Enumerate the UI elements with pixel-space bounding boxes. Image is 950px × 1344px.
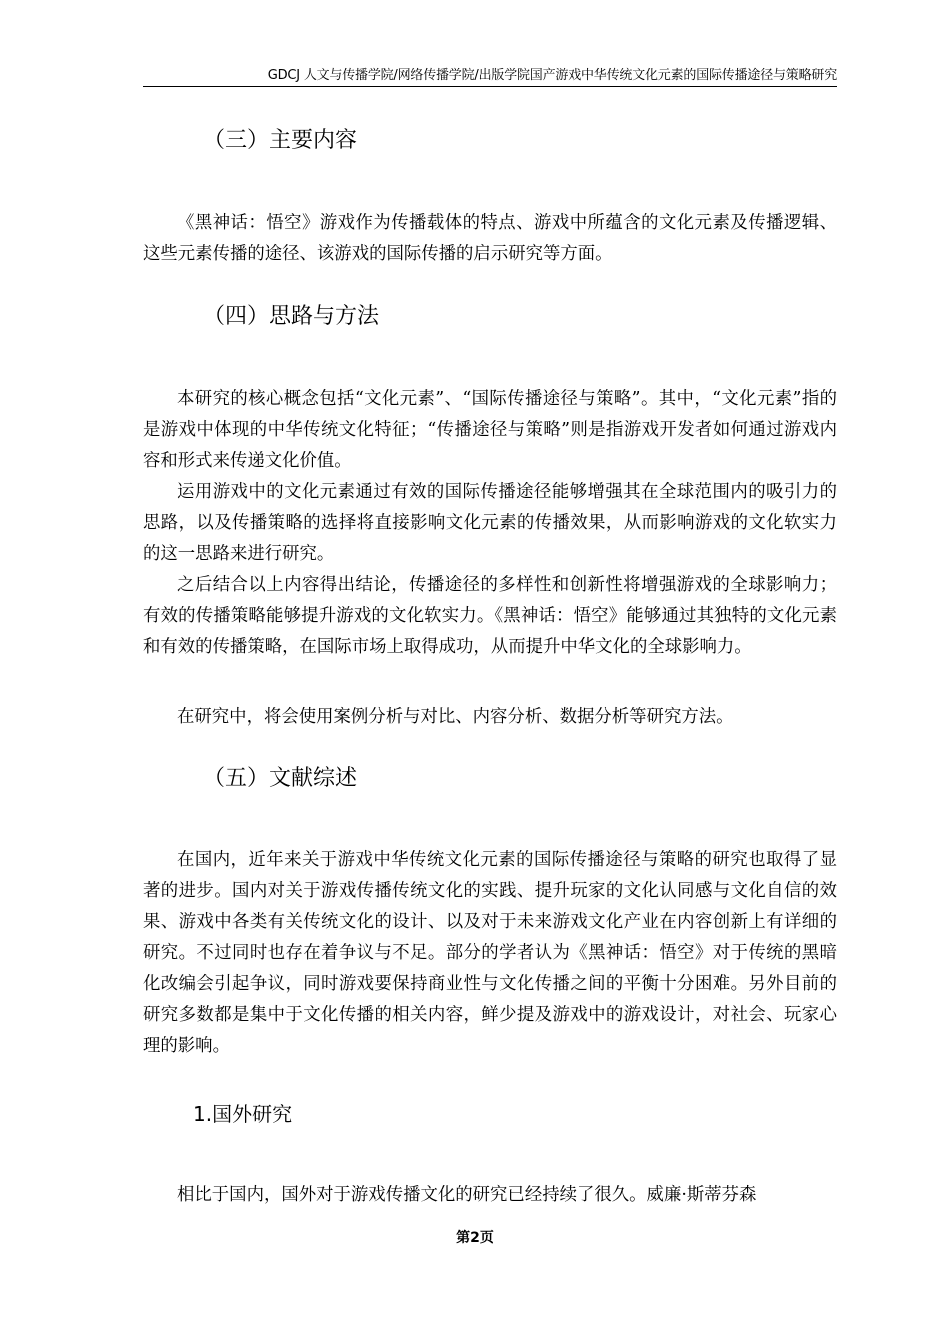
- paragraph-main-content: 《黑神话：悟空》游戏作为传播载体的特点、游戏中所蕴含的文化元素及传播逻辑、这些元素传播的途径、该游戏的国际传播的启示研究等方面。: [143, 213, 837, 264]
- section-heading-literature-review: （五）文献综述: [203, 766, 358, 791]
- paragraph-conclusion: 之后结合以上内容得出结论，传播途径的多样性和创新性将增强游戏的全球影响力；有效的传播策略能够提升游戏的文化软实力。《黑神话：悟空》能够通过其独特的文化元素和有效的传播策略，在国际市场上取得成功，从而提升中华文化的全球影响力。: [143, 575, 837, 657]
- paragraph-foreign-research: 相比于国内，国外对于游戏传播文化的研究已经持续了很久。威廉·斯蒂芬森: [177, 1185, 757, 1205]
- section-heading-approach-methods: （四）思路与方法: [203, 304, 380, 329]
- subheading-foreign-research: 1.国外研究: [193, 1102, 293, 1126]
- running-header: GDCJ 人文与传播学院/网络传播学院/出版学院国产游戏中华传统文化元素的国际传播途径与策略研究: [267, 68, 837, 83]
- paragraph-research-methods: 在研究中，将会使用案例分析与对比、内容分析、数据分析等研究方法。: [177, 707, 734, 727]
- paragraph-core-concepts: 本研究的核心概念包括“文化元素”、“国际传播途径与策略”。其中，“文化元素”指的是游戏中体现的中华传统文化特征；“传播途径与策略”则是指游戏开发者如何通过游戏内容和形式来传递文化价值。: [143, 389, 837, 471]
- section-heading-main-content: （三）主要内容: [203, 128, 358, 153]
- header-rule: [143, 86, 837, 87]
- page-number: 第2页: [456, 1230, 494, 1246]
- paragraph-research-approach: 运用游戏中的文化元素通过有效的国际传播途径能够增强其在全球范围内的吸引力的思路，以及传播策略的选择将直接影响文化元素的传播效果，从而影响游戏的文化软实力的这一思路来进行研究。: [143, 482, 837, 564]
- paragraph-domestic-research: 在国内，近年来关于游戏中华传统文化元素的国际传播途径与策略的研究也取得了显著的进步。国内对关于游戏传播传统文化的实践、提升玩家的文化认同感与文化自信的效果、游戏中各类有关传统文化的设计、以及对于未来游戏文化产业在内容创新上有详细的研究。不过同时也存在着争议与不足。部分的学者认为《黑神话：悟空》对于传统的黑暗化改编会引起争议，同时游戏要保持商业性与文化传播之间的平衡十分困难。另外目前的研究多数都是集中于文化传播的相关内容，鲜少提及游戏中的游戏设计，对社会、玩家心理的影响。: [143, 850, 837, 1056]
